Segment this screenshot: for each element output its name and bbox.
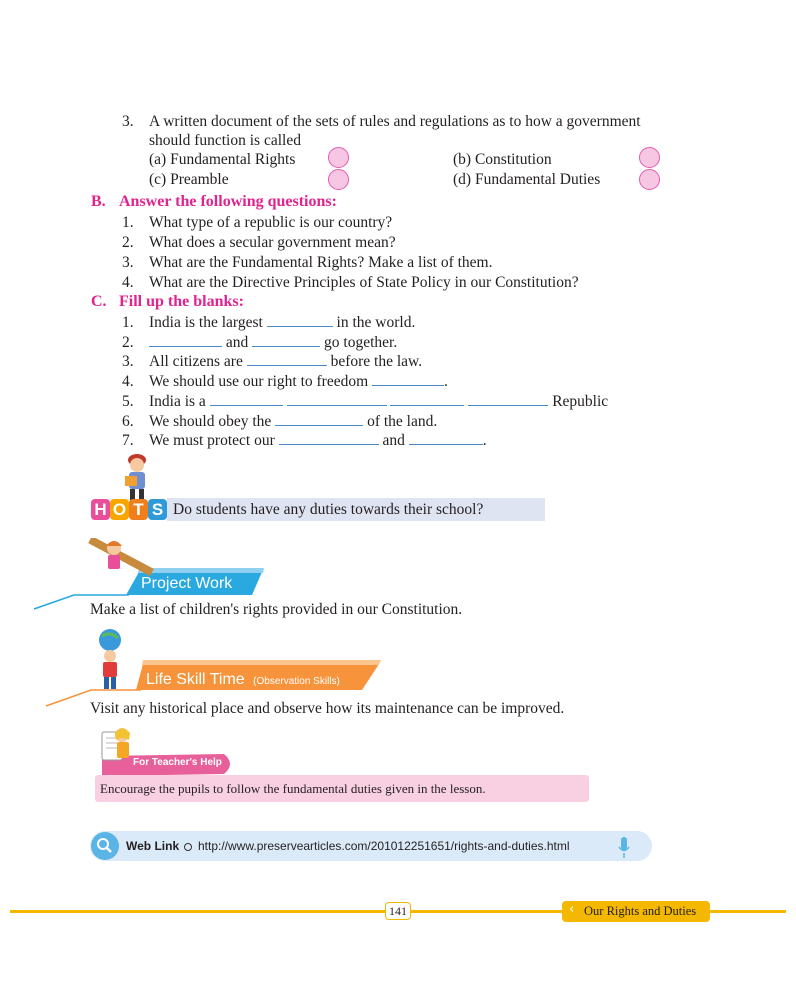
q3-option-b-bubble[interactable] (639, 147, 660, 168)
section-b-heading: B. Answer the following questions: (91, 193, 337, 210)
blank-input[interactable] (252, 333, 320, 347)
fill-item-1: 1. India is the largest in the world. (122, 314, 416, 331)
footer-line-mid (411, 910, 563, 913)
blank-input[interactable] (247, 352, 327, 366)
q3-option-c: (c) Preamble (149, 171, 229, 188)
life-skill-banner (46, 628, 381, 708)
hots-mascot-icon (120, 452, 154, 502)
blank-input[interactable] (149, 333, 222, 347)
life-skill-subtitle: (Observation Skills) (253, 676, 340, 687)
blank-input[interactable] (390, 392, 464, 406)
hots-letter-t: T (129, 499, 148, 520)
project-work-title: Project Work (141, 575, 233, 592)
footer-line-left (10, 910, 385, 913)
q3-option-a: (a) Fundamental Rights (149, 151, 296, 168)
page-number: 141 (385, 902, 411, 920)
fill-item-6: 6. We should obey the of the land. (122, 413, 438, 430)
blank-input[interactable] (267, 313, 333, 327)
blank-input[interactable] (287, 392, 387, 406)
life-skill-title: Life Skill Time (Observation Skills) (146, 671, 340, 688)
hots-letter-h: H (91, 499, 110, 520)
life-skill-text: Visit any historical place and observe how its maintenance can be improved. (90, 700, 565, 717)
fill-item-4: 4. We should use our right to freedom . (122, 373, 448, 390)
section-b-q3: 3. What are the Fundamental Rights? Make a list of them. (122, 254, 493, 271)
footer-line-right (710, 910, 786, 913)
project-work-text: Make a list of children's rights provided in our Constitution. (90, 601, 463, 618)
microphone-icon (618, 837, 630, 859)
web-link-bullet-icon (184, 843, 192, 851)
section-c-heading: C. Fill up the blanks: (91, 293, 244, 310)
web-link-search-icon (91, 832, 119, 860)
section-b-q4: 4. What are the Directive Principles of State Policy in our Constitution? (122, 274, 579, 291)
blank-input[interactable] (210, 392, 283, 406)
q3-option-d-bubble[interactable] (639, 169, 660, 190)
section-b-q2: 2. What does a secular government mean? (122, 234, 396, 251)
blank-input[interactable] (372, 372, 444, 386)
chapter-title: Our Rights and Duties (584, 904, 697, 918)
teacher-help-text: Encourage the pupils to follow the fundamental duties given in the lesson. (100, 781, 486, 796)
q3-option-c-bubble[interactable] (328, 169, 349, 190)
web-link-label: Web Link (126, 839, 180, 853)
fill-item-3: 3. All citizens are before the law. (122, 353, 423, 370)
blank-input[interactable] (409, 431, 483, 445)
blank-input[interactable] (279, 431, 379, 445)
hots-letter-s: S (148, 499, 167, 520)
q3-line2: should function is called (149, 132, 301, 149)
teacher-help-badge (92, 726, 237, 778)
fill-item-7: 7. We must protect our and . (122, 432, 487, 449)
section-b-q1: 1. What type of a republic is our country? (122, 214, 393, 231)
hots-question: Do students have any duties towards their school? (173, 501, 484, 518)
blank-input[interactable] (468, 392, 548, 406)
web-link-url[interactable]: http://www.preservearticles.com/201012251651/rights-and-duties.html (198, 839, 570, 853)
hots-letter-o: O (110, 499, 129, 520)
q3-option-d: (d) Fundamental Duties (453, 171, 601, 188)
fill-item-2: 2. and go together. (122, 334, 398, 351)
q3-option-b: (b) Constitution (453, 151, 552, 168)
q3-number: 3. (122, 113, 134, 130)
teacher-help-title: For Teacher's Help (133, 757, 222, 768)
q3-line1: 3. A written document of the sets of rules and regulations as to how a government (122, 113, 641, 130)
chevron-left-icon: ‹ (569, 902, 575, 917)
blank-input[interactable] (275, 412, 363, 426)
q3-option-a-bubble[interactable] (328, 147, 349, 168)
chapter-tab (562, 901, 710, 922)
fill-item-5: 5. India is a Republic (122, 393, 609, 410)
